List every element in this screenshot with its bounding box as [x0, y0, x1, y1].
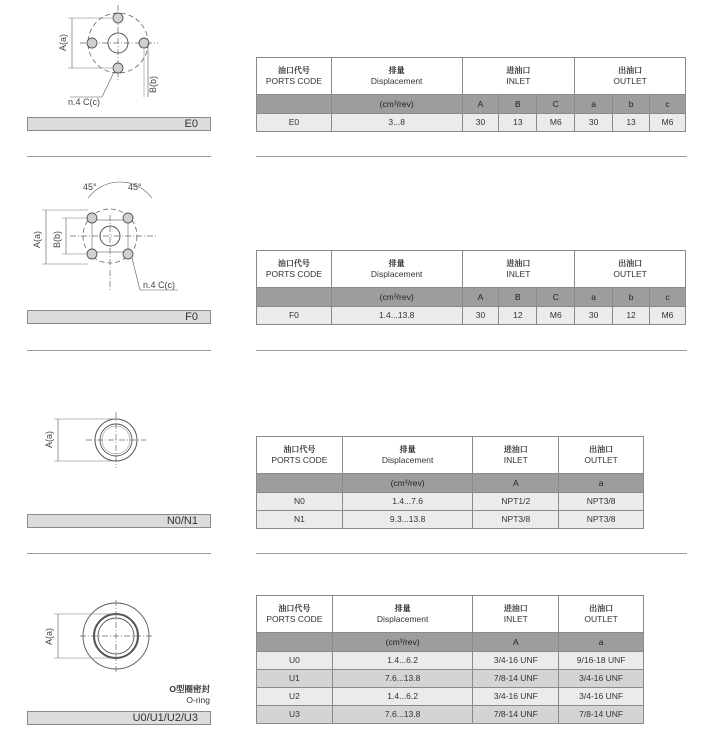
e0-port-drawing	[40, 5, 190, 113]
table-cell: 9/16-18 UNF	[559, 652, 644, 670]
f0-dim-c: n.4 C(c)	[143, 280, 176, 290]
table-cell: NPT3/8	[559, 511, 644, 529]
u-port-drawing	[40, 600, 170, 680]
u-dim-a: A(a)	[44, 627, 54, 645]
e0-label-bar	[27, 117, 211, 131]
n-col-in: A	[473, 474, 559, 493]
n-header-code: 油口代号 PORTS CODE	[257, 437, 343, 474]
n-dim-a: A(a)	[44, 430, 54, 448]
f0-header-outlet: 出油口 OUTLET	[575, 251, 686, 288]
table-cell: 30	[462, 114, 499, 132]
e0-col-out-b: b	[613, 95, 650, 114]
e0-header-code: 油口代号 PORTS CODE	[257, 58, 332, 95]
e0-label: E0	[184, 118, 198, 130]
table-cell: M6	[650, 307, 686, 325]
table-cell: M6	[650, 114, 686, 132]
divider	[27, 156, 211, 157]
e0-dim-b: B(b)	[148, 75, 158, 93]
f0-header-disp: 排量 Displacement	[331, 251, 462, 288]
divider	[256, 553, 687, 554]
table-cell: 3/4-16 UNF	[473, 688, 559, 706]
n-label-bar	[27, 514, 211, 528]
u-header-disp: 排量 Displacement	[332, 596, 473, 633]
table-cell: U2	[257, 688, 333, 706]
table-cell: M6	[537, 307, 575, 325]
e0-header-inlet: 进油口 INLET	[462, 58, 575, 95]
table-cell: U3	[257, 706, 333, 724]
e0-spec-table	[256, 57, 686, 132]
table-cell: F0	[257, 307, 332, 325]
table-cell: 7.6...13.8	[332, 670, 473, 688]
u-units: (cm³/rev)	[332, 633, 473, 652]
table-cell: 3/4-16 UNF	[559, 688, 644, 706]
n-spec-table	[256, 436, 644, 529]
oring-label	[140, 683, 210, 705]
table-cell: 30	[462, 307, 499, 325]
u-col-in: A	[473, 633, 559, 652]
f0-dim-angle2: 45°	[128, 182, 142, 192]
e0-dim-a: A(a)	[58, 33, 68, 51]
divider	[27, 553, 211, 554]
e0-col-in-c: C	[537, 95, 575, 114]
u-header-outlet: 出油口 OUTLET	[559, 596, 644, 633]
divider	[256, 156, 687, 157]
f0-label: F0	[185, 311, 198, 323]
table-cell: N1	[257, 511, 343, 529]
divider	[256, 350, 687, 351]
e0-units-blank	[257, 95, 332, 114]
table-cell: U0	[257, 652, 333, 670]
u-col-out: a	[559, 633, 644, 652]
table-cell: 12	[499, 307, 537, 325]
e0-col-in-a: A	[462, 95, 499, 114]
table-cell: NPT3/8	[473, 511, 559, 529]
f0-col-out-b: b	[613, 288, 650, 307]
table-cell: 1.4...6.2	[332, 652, 473, 670]
f0-col-in-c: C	[537, 288, 575, 307]
u-label: U0/U1/U2/U3	[132, 712, 198, 724]
f0-col-out-a: a	[575, 288, 613, 307]
table-cell: 3/4-16 UNF	[473, 652, 559, 670]
f0-units: (cm³/rev)	[331, 288, 462, 307]
n-header-outlet: 出油口 OUTLET	[559, 437, 644, 474]
table-cell: NPT1/2	[473, 493, 559, 511]
u-label-bar	[27, 711, 211, 725]
table-cell: U1	[257, 670, 333, 688]
oring-label-cn: O型圈密封	[169, 684, 210, 694]
table-cell: 7.6...13.8	[332, 706, 473, 724]
table-cell: 1.4...6.2	[332, 688, 473, 706]
u-header-code: 油口代号 PORTS CODE	[257, 596, 333, 633]
e0-col-out-c: c	[650, 95, 686, 114]
f0-col-out-c: c	[650, 288, 686, 307]
table-cell: 30	[575, 307, 613, 325]
table-cell: 1.4...13.8	[331, 307, 462, 325]
e0-col-out-a: a	[575, 95, 613, 114]
f0-header-inlet: 进油口 INLET	[462, 251, 575, 288]
oring-label-en: O-ring	[186, 695, 210, 705]
n-units: (cm³/rev)	[342, 474, 473, 493]
n-units-blank	[257, 474, 343, 493]
u-header-inlet: 进油口 INLET	[473, 596, 559, 633]
table-cell: 7/8-14 UNF	[473, 670, 559, 688]
u-units-blank	[257, 633, 333, 652]
e0-units: (cm³/rev)	[331, 95, 462, 114]
e0-dim-c: n.4 C(c)	[68, 97, 101, 107]
n-header-inlet: 进油口 INLET	[473, 437, 559, 474]
n-port-drawing	[40, 412, 150, 482]
f0-spec-table	[256, 250, 686, 325]
f0-header-code: 油口代号 PORTS CODE	[257, 251, 332, 288]
f0-col-in-b: B	[499, 288, 537, 307]
n-label: N0/N1	[166, 515, 198, 527]
table-cell: 3/4-16 UNF	[559, 670, 644, 688]
table-cell: 12	[613, 307, 650, 325]
table-cell: 7/8-14 UNF	[473, 706, 559, 724]
table-cell: 13	[613, 114, 650, 132]
table-cell: 30	[575, 114, 613, 132]
f0-col-in-a: A	[462, 288, 499, 307]
table-cell: 13	[499, 114, 537, 132]
f0-dim-angle1: 45°	[83, 182, 97, 192]
table-cell: NPT3/8	[559, 493, 644, 511]
n-col-out: a	[559, 474, 644, 493]
divider	[27, 350, 211, 351]
table-cell: N0	[257, 493, 343, 511]
e0-col-in-b: B	[499, 95, 537, 114]
f0-port-drawing	[28, 180, 198, 300]
f0-dim-a: A(a)	[32, 230, 42, 248]
e0-header-disp: 排量 Displacement	[331, 58, 462, 95]
f0-dim-b: B(b)	[52, 230, 62, 248]
n-header-disp: 排量 Displacement	[342, 437, 473, 474]
table-cell: E0	[257, 114, 332, 132]
table-cell: 1.4...7.6	[342, 493, 473, 511]
table-cell: 7/8-14 UNF	[559, 706, 644, 724]
u-spec-table	[256, 595, 644, 724]
table-cell: M6	[537, 114, 575, 132]
f0-label-bar	[27, 310, 211, 324]
f0-units-blank	[257, 288, 332, 307]
table-cell: 9.3...13.8	[342, 511, 473, 529]
e0-header-outlet: 出油口 OUTLET	[575, 58, 686, 95]
table-cell: 3...8	[331, 114, 462, 132]
